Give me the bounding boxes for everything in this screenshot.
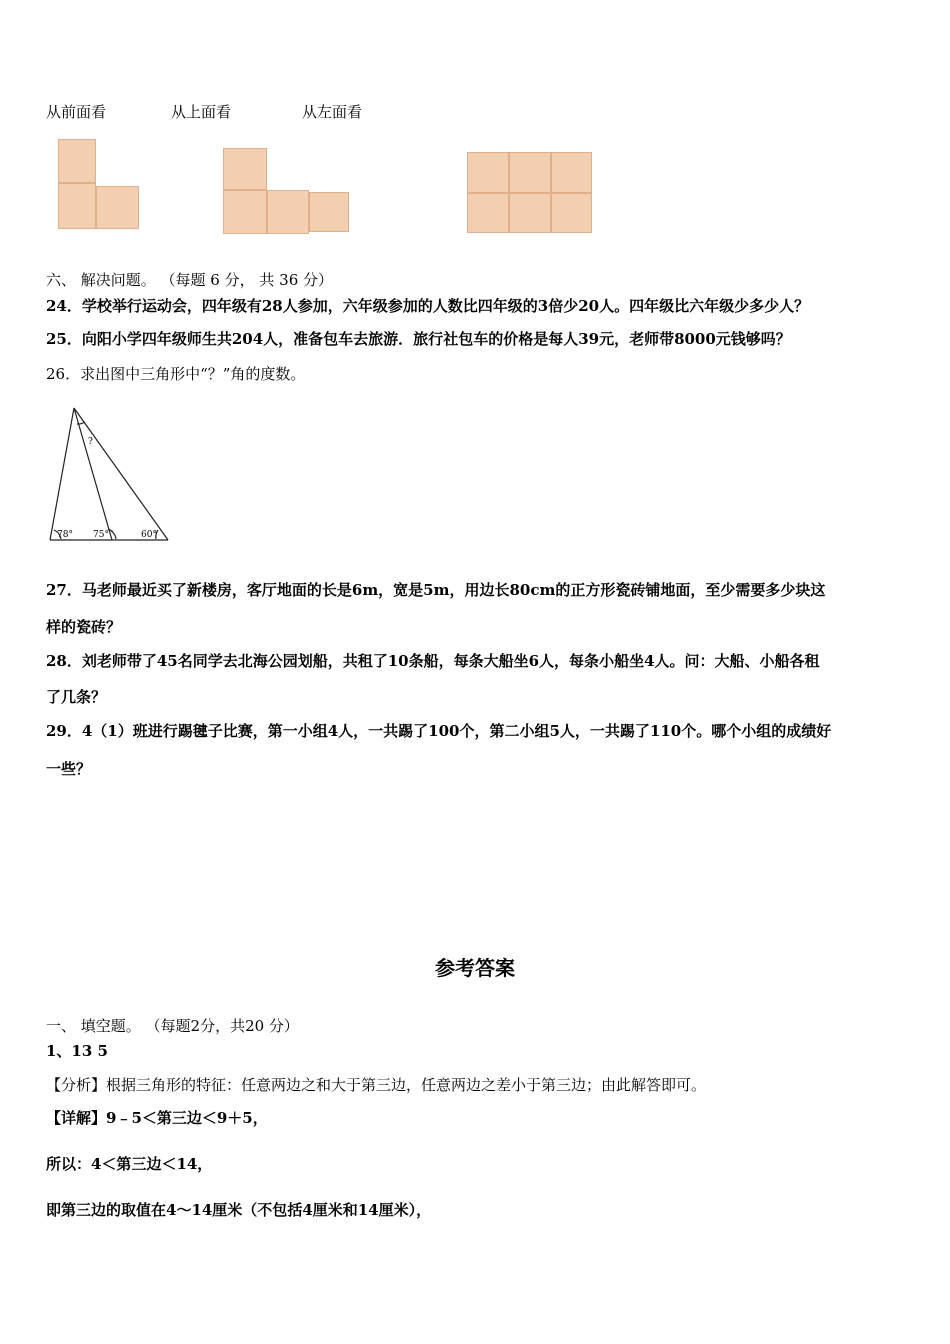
- left-view-block: [551, 193, 592, 233]
- left-view-block: [551, 152, 592, 193]
- answer-section-1-heading: 一、 填空题。 （每题2分，共20 分）: [46, 1017, 299, 1035]
- answer-1-detail: 【详解】9﹣5＜第三边＜9＋5，: [46, 1109, 268, 1127]
- answer-key-title: 参考答案: [435, 956, 515, 980]
- triangle-figure: [44, 402, 176, 546]
- top-view-block: [309, 192, 349, 232]
- question-27-line-1: 27．马老师最近买了新楼房，客厅地面的长是6m，宽是5m，用边长80cm的正方形瓷砖铺地面，至少需要多少块这: [46, 581, 826, 599]
- question-28-line-1: 28．刘老师带了45名同学去北海公园划船，共租了10条船，每条大船坐6人，每条小船坐4人。问：大船、小船各租: [46, 652, 820, 670]
- angle-label-right: 60°: [141, 530, 157, 540]
- triangle-right-side: [74, 408, 168, 540]
- top-view-block: [223, 190, 267, 234]
- triangle-inner-line: [74, 408, 112, 540]
- front-view-label: 从前面看: [46, 103, 107, 121]
- question-24: 24．学校举行运动会，四年级有28人参加，六年级参加的人数比四年级的3倍少20人。四年级比六年级少多少人？: [46, 297, 810, 315]
- front-view-block: [58, 139, 96, 183]
- answer-1-range: 即第三边的取值在4～14厘米（不包括4厘米和14厘米），: [46, 1201, 432, 1219]
- front-view-block: [96, 186, 139, 229]
- top-view-label: 从上面看: [171, 103, 232, 121]
- front-view-block: [58, 183, 96, 229]
- left-view-label: 从左面看: [302, 103, 363, 121]
- question-29-line-1: 29．4（1）班进行踢毽子比赛，第一小组4人，一共踢了100个，第二小组5人，一共踢了110个。哪个小组的成绩好: [46, 722, 832, 740]
- left-view-block: [509, 193, 551, 233]
- question-27-line-2: 样的瓷砖？: [46, 618, 122, 636]
- question-26: 26．求出图中三角形中“？”角的度数。: [46, 365, 306, 383]
- top-view-figure: [222, 147, 352, 237]
- angle-label-unknown: ?: [88, 437, 93, 447]
- angle-label-left: 78°: [57, 530, 73, 540]
- answer-1-analysis: 【分析】根据三角形的特征：任意两边之和大于第三边，任意两边之差小于第三边；由此解答即可。: [46, 1076, 707, 1094]
- angle-label-mid: 75°: [93, 530, 109, 540]
- triangle-left-side: [50, 408, 74, 540]
- question-25: 25．向阳小学四年级师生共204人，准备包车去旅游．旅行社包车的价格是每人39元，老师带8000元钱够吗？: [46, 330, 791, 348]
- section-6-heading: 六、 解决问题。 （每题 6 分， 共 36 分）: [46, 271, 334, 289]
- left-view-block: [509, 152, 551, 193]
- left-view-block: [467, 193, 509, 233]
- question-29-line-2: 一些？: [46, 760, 92, 778]
- question-28-line-2: 了几条？: [46, 688, 107, 706]
- answer-1-so: 所以：4＜第三边＜14，: [46, 1155, 213, 1173]
- top-view-block: [223, 148, 267, 190]
- top-view-block: [267, 190, 309, 234]
- left-view-block: [467, 152, 509, 193]
- answer-1: 1、13 5: [46, 1042, 108, 1060]
- left-view-figure: [466, 151, 594, 235]
- front-view-figure: [56, 138, 142, 233]
